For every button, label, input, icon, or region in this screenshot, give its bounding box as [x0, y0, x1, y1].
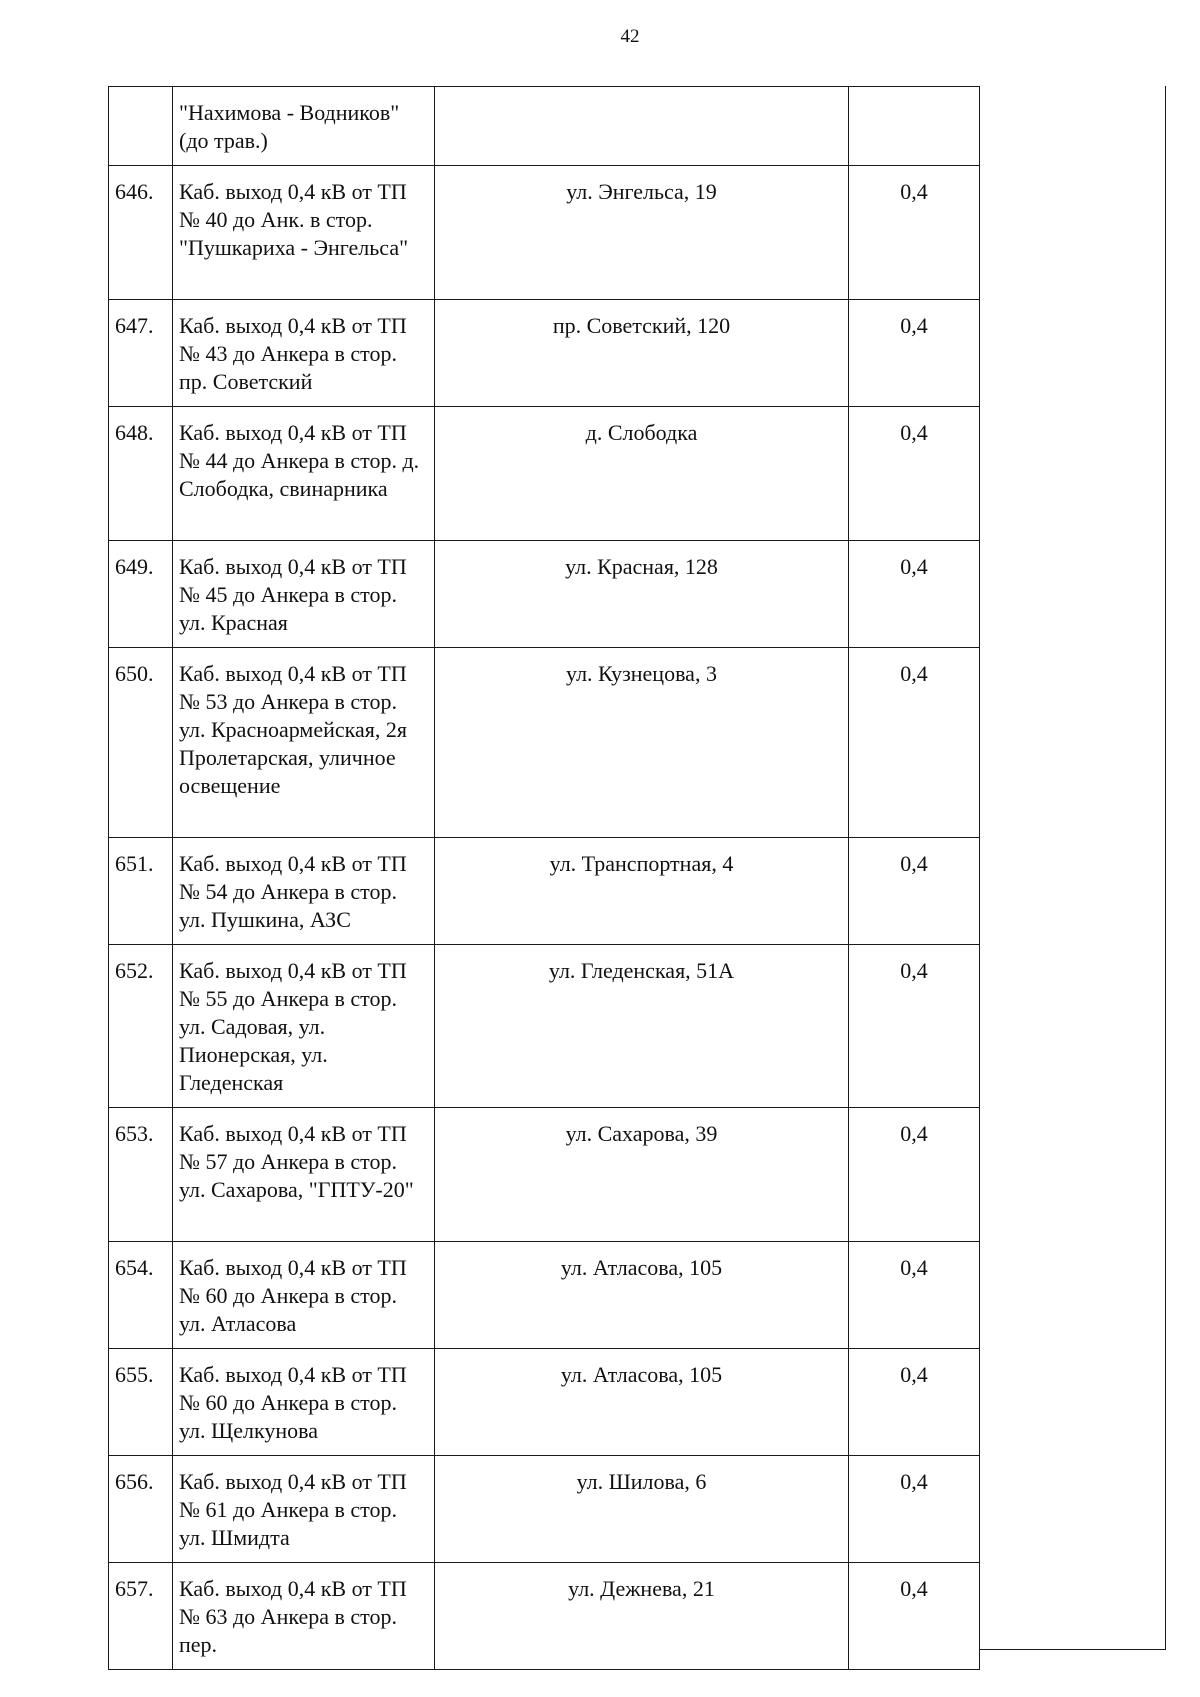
cell-voltage: 0,4: [849, 1242, 980, 1349]
cell-description: Каб. выход 0,4 кВ от ТП № 60 до Анкера в стор. ул. Щелкунова: [173, 1349, 435, 1456]
cell-description: Каб. выход 0,4 кВ от ТП № 60 до Анкера в стор. ул. Атласова: [173, 1242, 435, 1349]
cell-number: 648.: [109, 407, 173, 541]
cell-address: ул. Красная, 128: [435, 541, 849, 648]
cell-address: д. Слободка: [435, 407, 849, 541]
cell-description: Каб. выход 0,4 кВ от ТП № 44 до Анкера в стор. д. Слободка, свинарника: [173, 407, 435, 541]
cell-description: Каб. выход 0,4 кВ от ТП № 54 до Анкера в стор. ул. Пушкина, АЗС: [173, 838, 435, 945]
cell-number: 649.: [109, 541, 173, 648]
cell-description: Каб. выход 0,4 кВ от ТП № 57 до Анкера в стор. ул. Сахарова, "ГПТУ-20": [173, 1108, 435, 1242]
table-row: [109, 1563, 980, 1670]
right-border-rule: [1165, 86, 1166, 1650]
cell-voltage: 0,4: [849, 838, 980, 945]
cell-voltage: 0,4: [849, 541, 980, 648]
cell-voltage: 0,4: [849, 407, 980, 541]
cell-description: Каб. выход 0,4 кВ от ТП № 45 до Анкера в стор. ул. Красная: [173, 541, 435, 648]
cell-description: "Нахимова - Водников" (до трав.): [173, 87, 435, 166]
table-row-continuation: [109, 87, 980, 166]
cell-address: ул. Шилова, 6: [435, 1456, 849, 1563]
bottom-border-rule: [979, 1649, 1166, 1650]
cell-number: 651.: [109, 838, 173, 945]
table-row: [109, 1456, 980, 1563]
cell-number: 646.: [109, 166, 173, 300]
cell-address: ул. Атласова, 105: [435, 1349, 849, 1456]
table-row: [109, 541, 980, 648]
cell-description: Каб. выход 0,4 кВ от ТП № 53 до Анкера в стор. ул. Красноармейская, 2я Пролетарская, уличное освещение: [173, 648, 435, 838]
cell-voltage: 0,4: [849, 300, 980, 407]
table-row: [109, 1108, 980, 1242]
table-row: [109, 945, 980, 1108]
cell-address: ул. Дежнева, 21: [435, 1563, 849, 1670]
cable-registry-table: [108, 86, 980, 1670]
table-row: [109, 648, 980, 838]
cell-address: ул. Транспортная, 4: [435, 838, 849, 945]
cell-voltage: 0,4: [849, 1349, 980, 1456]
cell-number: 653.: [109, 1108, 173, 1242]
cell-address: ул. Энгельса, 19: [435, 166, 849, 300]
cell-voltage: 0,4: [849, 1108, 980, 1242]
cell-description: Каб. выход 0,4 кВ от ТП № 61 до Анкера в стор. ул. Шмидта: [173, 1456, 435, 1563]
cell-description: Каб. выход 0,4 кВ от ТП № 63 до Анкера в стор. пер.: [173, 1563, 435, 1670]
table-row: [109, 1242, 980, 1349]
cell-voltage: [849, 87, 980, 166]
cell-number: 657.: [109, 1563, 173, 1670]
cell-address: ул. Кузнецова, 3: [435, 648, 849, 838]
cell-number: 655.: [109, 1349, 173, 1456]
page-number: 42: [620, 26, 640, 47]
cell-number: 647.: [109, 300, 173, 407]
cell-address: пр. Советский, 120: [435, 300, 849, 407]
cell-voltage: 0,4: [849, 1563, 980, 1670]
cell-voltage: 0,4: [849, 1456, 980, 1563]
table-row: [109, 407, 980, 541]
cell-address: ул. Атласова, 105: [435, 1242, 849, 1349]
cell-number: 652.: [109, 945, 173, 1108]
table-row: [109, 300, 980, 407]
cell-description: Каб. выход 0,4 кВ от ТП № 55 до Анкера в стор. ул. Садовая, ул. Пионерская, ул. Гледенская: [173, 945, 435, 1108]
cell-voltage: 0,4: [849, 945, 980, 1108]
cell-description: Каб. выход 0,4 кВ от ТП № 40 до Анк. в стор. "Пушкариха - Энгельса": [173, 166, 435, 300]
cell-number: 650.: [109, 648, 173, 838]
cell-voltage: 0,4: [849, 166, 980, 300]
cell-number: 656.: [109, 1456, 173, 1563]
table-row: [109, 838, 980, 945]
cell-address: [435, 87, 849, 166]
cell-address: ул. Сахарова, 39: [435, 1108, 849, 1242]
cell-description: Каб. выход 0,4 кВ от ТП № 43 до Анкера в стор. пр. Советский: [173, 300, 435, 407]
table-row: [109, 1349, 980, 1456]
cell-voltage: 0,4: [849, 648, 980, 838]
table-row: [109, 166, 980, 300]
cell-address: ул. Гледенская, 51А: [435, 945, 849, 1108]
cell-number: 654.: [109, 1242, 173, 1349]
cell-number: [109, 87, 173, 166]
